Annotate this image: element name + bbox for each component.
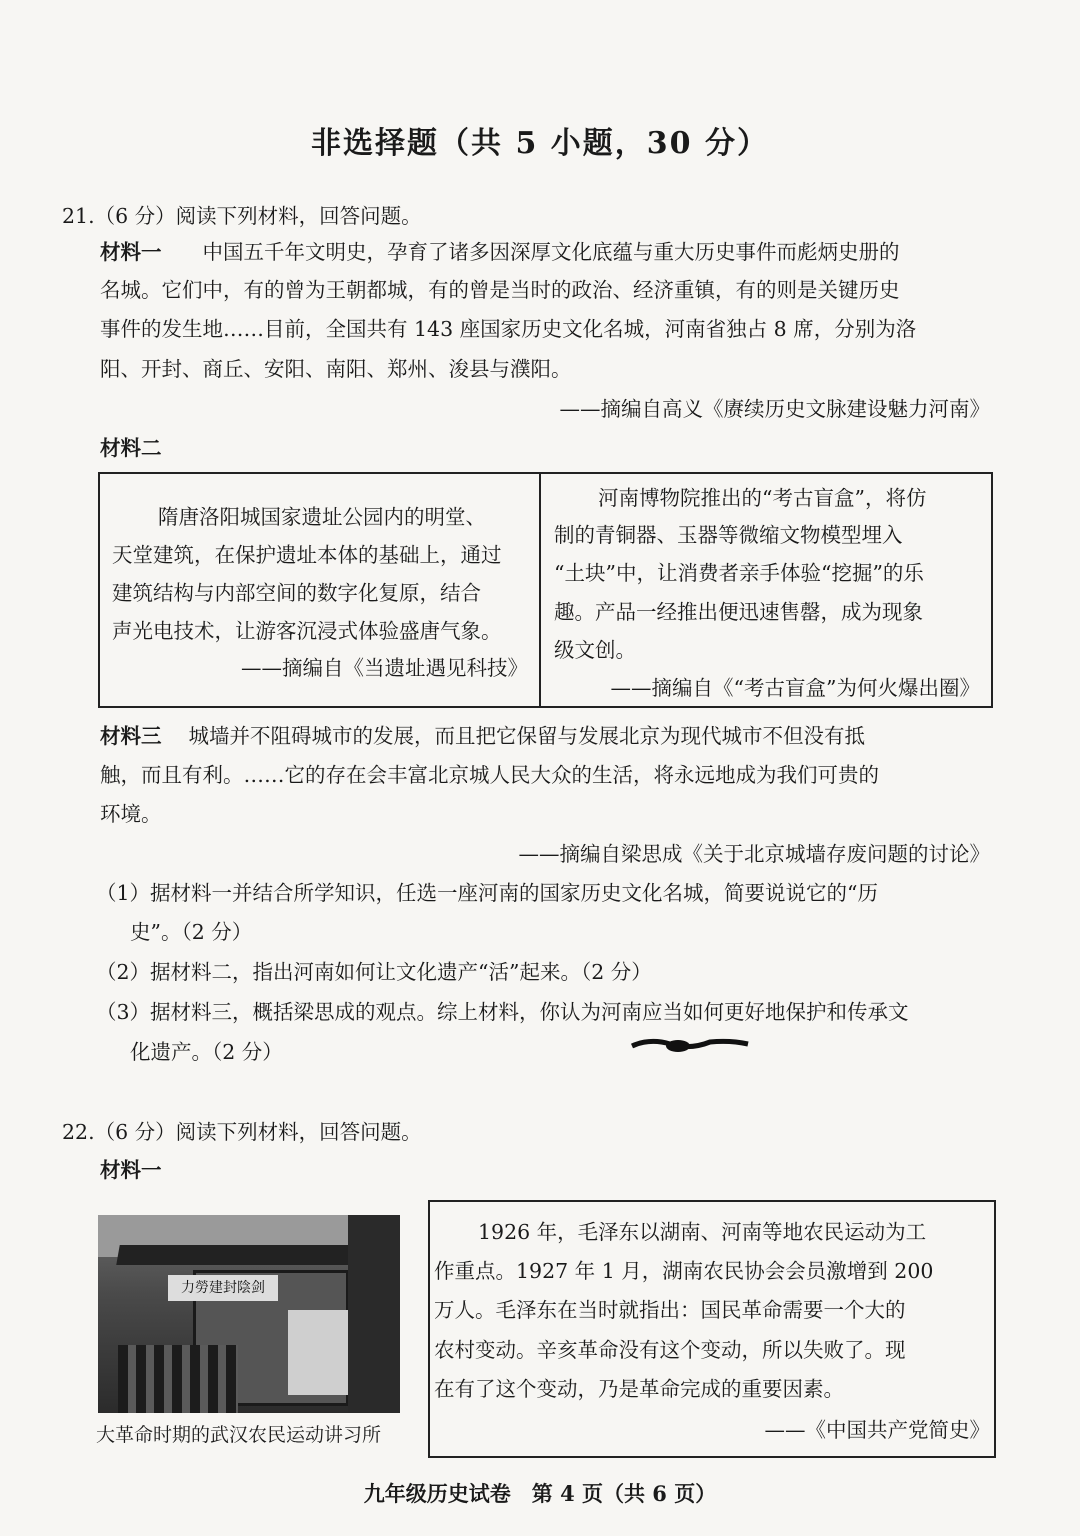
q21-material2-label: 材料二 (100, 436, 162, 460)
q22-header: 22.（6 分）阅读下列材料，回答问题。 (62, 1120, 422, 1144)
photo-sign: 力勞建封陰剑 (168, 1275, 278, 1301)
photo-caption: 大革命时期的武汉农民运动讲习所 (96, 1424, 382, 1446)
historical-photo (98, 1215, 400, 1413)
q21-header: 21.（6 分）阅读下列材料，回答问题。 (62, 204, 422, 228)
box-left-line: 建筑结构与内部空间的数字化复原，结合 (112, 581, 481, 605)
box-right-line: 趣。产品一经推出便迅速售罄，成为现象 (554, 600, 923, 624)
q21-subq1-line: 史”。（2 分） (130, 920, 253, 944)
q21-material1-line: 名城。它们中，有的曾为王朝都城，有的曾是当时的政治、经济重镇，有的则是关键历史 (100, 278, 900, 302)
q21-material3-label: 材料三 (100, 724, 162, 748)
box-left-line: 天堂建筑，在保护遗址本体的基础上，通过 (112, 543, 502, 567)
q21-material3-line: 触，而且有利。……它的存在会丰富北京城人民大众的生活，将永远地成为我们可贵的 (100, 763, 879, 787)
box-right-line: 河南博物院推出的“考古盲盒”，将仿 (598, 486, 927, 510)
q21-subq3-line: （3）据材料三，概括梁思成的观点。综上材料，你认为河南应当如何更好地保护和传承文 (96, 1000, 909, 1024)
q22-box-line: 农村变动。辛亥革命没有这个变动，所以失败了。现 (434, 1338, 906, 1362)
q21-subq2: （2）据材料二，指出河南如何让文化遗产“活”起来。（2 分） (96, 960, 652, 984)
table-divider (539, 472, 541, 708)
section-title: 非选择题（共 5 小题，30 分） (311, 126, 769, 161)
box-right-source: ——摘编自《“考古盲盒”为何火爆出圈》 (610, 676, 980, 700)
page-footer: 九年级历史试卷 第 4 页（共 6 页） (363, 1481, 717, 1506)
box-left-line: 声光电技术，让游客沉浸式体验盛唐气象。 (112, 619, 502, 643)
q21-material1-source: ——摘编自高义《赓续历史文脉建设魅力河南》 (559, 397, 990, 421)
box-left-line: 隋唐洛阳城国家遗址公园内的明堂、 (158, 505, 486, 529)
q22-box-line: 作重点。1927 年 1 月，湖南农民协会会员激增到 200 (434, 1259, 934, 1283)
q21-material1-first-line (100, 232, 900, 272)
q22-box-line: 万人。毛泽东在当时就指出：国民革命需要一个大的 (434, 1298, 906, 1322)
box-right-line: 制的青铜器、玉器等微缩文物模型埋入 (554, 523, 903, 547)
q21-material3-line: 环境。 (100, 802, 162, 826)
q21-material3-line: 城墙并不阻碍城市的发展，而且把它保留与发展北京为现代城市不但没有抵 (188, 724, 866, 748)
box-right-line: 级文创。 (554, 638, 636, 662)
q22-material1-label: 材料一 (100, 1158, 162, 1182)
q21-material1-line: 中国五千年文明史，孕育了诸多因深厚文化底蕴与重大历史事件而彪炳史册的 (202, 240, 900, 264)
q21-material1-label: 材料一 (100, 240, 162, 264)
q22-box-line: 1926 年，毛泽东以湖南、河南等地农民运动为工 (478, 1220, 927, 1244)
q21-subq3-line: 化遗产。（2 分） (130, 1040, 283, 1064)
q22-box-line: 在有了这个变动，乃是革命完成的重要因素。 (434, 1377, 844, 1401)
q22-box-source: ——《中国共产党简史》 (764, 1418, 990, 1442)
pen-smudge-mark (630, 1030, 750, 1060)
q21-material1-line: 事件的发生地……目前，全国共有 143 座国家历史文化名城，河南省独占 8 席，分别为洛 (100, 317, 917, 341)
q21-material3-first-line (100, 716, 865, 756)
q21-material1-line: 阳、开封、商丘、安阳、南阳、郑州、浚县与濮阳。 (100, 357, 572, 381)
box-left-source: ——摘编自《当遗址遇见科技》 (241, 656, 528, 680)
q21-subq1-line: （1）据材料一并结合所学知识，任选一座河南的国家历史文化名城，简要说说它的“历 (96, 881, 879, 905)
box-right-line: “土块”中，让消费者亲手体验“挖掘”的乐 (554, 561, 924, 585)
q21-material3-source: ——摘编自梁思成《关于北京城墙存废问题的讨论》 (518, 842, 990, 866)
